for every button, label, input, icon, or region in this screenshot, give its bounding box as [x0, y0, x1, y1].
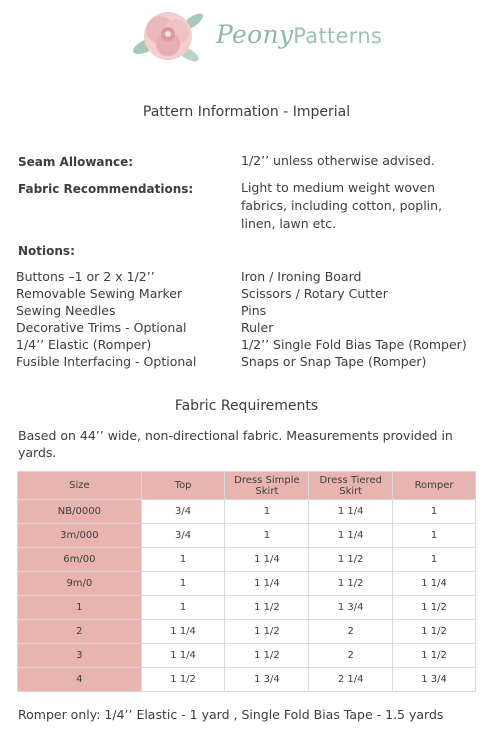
notion-item: Fusible Interfacing - Optional [16, 354, 197, 369]
notions-list-left [16, 268, 236, 370]
table-header-row [18, 472, 476, 500]
brand-name [216, 20, 382, 49]
header-top: Top [141, 472, 225, 500]
notion-item: Buttons –1 or 2 x 1/2’’ [16, 269, 155, 284]
cell-dress-simple: 1 3/4 [225, 668, 309, 692]
cell-romper: 1 [393, 524, 476, 548]
cell-romper: 1 1/2 [393, 644, 476, 668]
notions-list-right [241, 268, 491, 370]
peony-flower-icon [128, 2, 218, 72]
table-row [18, 596, 476, 620]
cell-dress-simple: 1 1/2 [225, 644, 309, 668]
header-dress-simple-skirt: Dress Simple Skirt [225, 472, 309, 500]
cell-romper: 1 3/4 [393, 668, 476, 692]
brand-name-rest: Patterns [293, 24, 383, 48]
notion-item: Sewing Needles [16, 303, 116, 318]
cell-dress-tiered: 1 1/4 [309, 524, 393, 548]
header-dress-tiered-skirt: Dress Tiered Skirt [309, 472, 393, 500]
cell-top: 1 1/2 [141, 668, 225, 692]
cell-top: 1 1/4 [141, 644, 225, 668]
notions-label: Notions: [18, 244, 75, 258]
cell-top: 1 1/4 [141, 620, 225, 644]
cell-romper: 1 [393, 500, 476, 524]
cell-romper: 1 1/2 [393, 620, 476, 644]
table-row [18, 572, 476, 596]
notion-item: 1/4’’ Elastic (Romper) [16, 337, 152, 352]
cell-size: 4 [18, 668, 142, 692]
header-size: Size [18, 472, 142, 500]
cell-top: 3/4 [141, 524, 225, 548]
table-row [18, 500, 476, 524]
notion-item: Decorative Trims - Optional [16, 320, 187, 335]
cell-size: NB/0000 [18, 500, 142, 524]
cell-top: 1 [141, 596, 225, 620]
cell-dress-simple: 1 [225, 524, 309, 548]
notion-item: Scissors / Rotary Cutter [241, 286, 388, 301]
cell-dress-tiered: 2 [309, 644, 393, 668]
table-row [18, 548, 476, 572]
cell-dress-tiered: 1 1/2 [309, 548, 393, 572]
cell-top: 1 [141, 572, 225, 596]
romper-footnote: Romper only: 1/4’’ Elastic - 1 yard , Single Fold Bias Tape - 1.5 yards [18, 707, 444, 722]
cell-size: 9m/0 [18, 572, 142, 596]
cell-top: 3/4 [141, 500, 225, 524]
table-row [18, 620, 476, 644]
brand-logo [128, 2, 388, 72]
cell-top: 1 [141, 548, 225, 572]
notion-item: Iron / Ironing Board [241, 269, 362, 284]
cell-size: 2 [18, 620, 142, 644]
table-row [18, 668, 476, 692]
cell-dress-tiered: 2 1/4 [309, 668, 393, 692]
seam-allowance-value: 1/2’’ unless otherwise advised. [241, 153, 435, 168]
cell-dress-tiered: 1 3/4 [309, 596, 393, 620]
cell-size: 6m/00 [18, 548, 142, 572]
table-row [18, 524, 476, 548]
notion-item: Ruler [241, 320, 274, 335]
cell-size: 1 [18, 596, 142, 620]
brand-name-script: Peony [216, 20, 294, 49]
fabric-recommendations-label: Fabric Recommendations: [18, 182, 194, 196]
cell-size: 3 [18, 644, 142, 668]
notion-item: 1/2’’ Single Fold Bias Tape (Romper) [241, 337, 467, 352]
cell-dress-simple: 1 1/4 [225, 572, 309, 596]
notion-item: Removable Sewing Marker [16, 286, 183, 301]
seam-allowance-label: Seam Allowance: [18, 155, 134, 169]
cell-dress-tiered: 1 1/2 [309, 572, 393, 596]
cell-size: 3m/000 [18, 524, 142, 548]
header-romper: Romper [393, 472, 476, 500]
cell-dress-simple: 1 [225, 500, 309, 524]
fabric-requirements-intro: Based on 44’’ wide, non-directional fabric. Measurements provided in yards. [18, 428, 453, 460]
cell-dress-tiered: 2 [309, 620, 393, 644]
fabric-recommendations-value: Light to medium weight woven fabrics, including cotton, poplin, linen, lawn etc. [241, 180, 443, 231]
fabric-requirements-title: Fabric Requirements [174, 398, 319, 414]
cell-dress-simple: 1 1/2 [225, 596, 309, 620]
cell-romper: 1 1/4 [393, 572, 476, 596]
fabric-requirements-table [17, 471, 476, 692]
cell-romper: 1 [393, 548, 476, 572]
notion-item: Snaps or Snap Tape (Romper) [241, 354, 427, 369]
cell-dress-tiered: 1 1/4 [309, 500, 393, 524]
cell-dress-simple: 1 1/4 [225, 548, 309, 572]
pattern-info-title: Pattern Information - Imperial [142, 104, 351, 120]
cell-romper: 1 1/2 [393, 596, 476, 620]
table-row [18, 644, 476, 668]
notion-item: Pins [241, 303, 267, 318]
cell-dress-simple: 1 1/2 [225, 620, 309, 644]
